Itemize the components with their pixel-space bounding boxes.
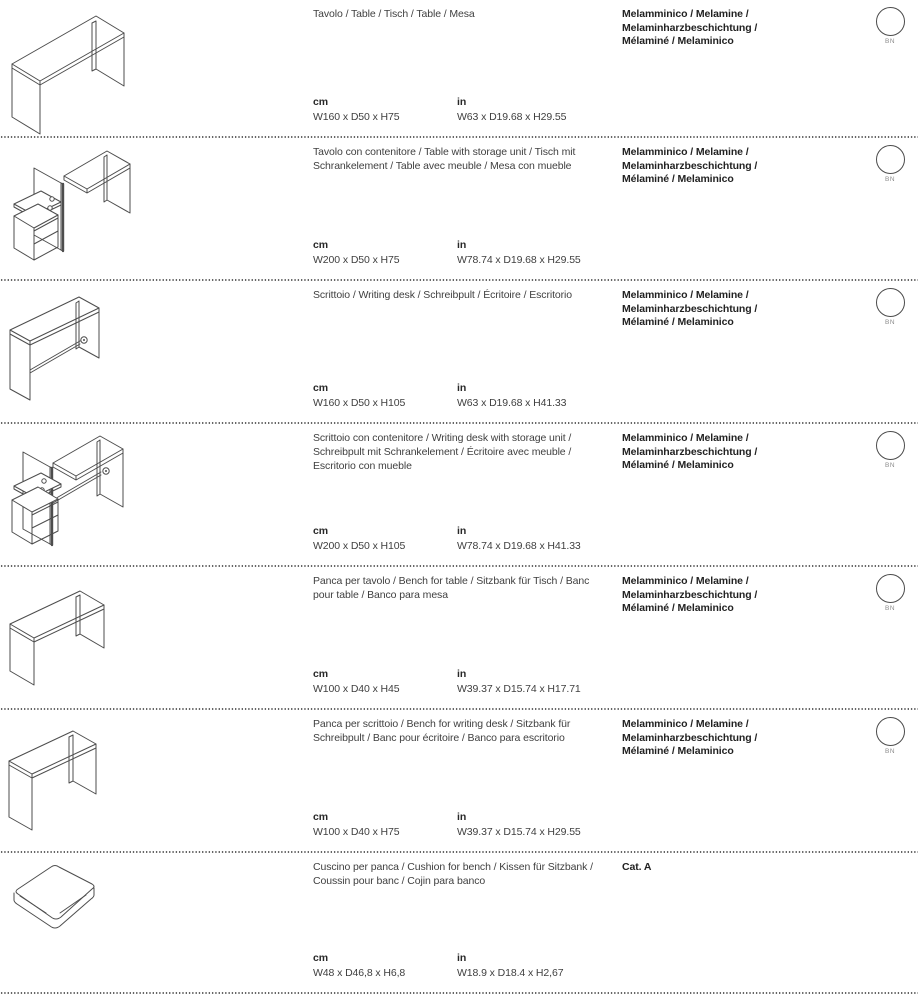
dimensions-in	[457, 811, 581, 838]
cm-label: cm	[313, 525, 328, 537]
finish-code: BN	[884, 319, 896, 326]
cm-label: cm	[313, 811, 328, 823]
dimensions-cm	[313, 239, 400, 266]
dimensions-in	[457, 668, 581, 695]
cm-value: W160 x D50 x H105	[313, 397, 406, 409]
in-value: W78.74 x D19.68 x H29.55	[457, 254, 581, 266]
dimensions-cm	[313, 668, 400, 695]
material-label: Melamminico / Melamine / Melaminharzbeschichtung / Mélaminé / Melaminico	[622, 289, 758, 329]
in-label: in	[457, 952, 467, 964]
material-label: Melamminico / Melamine / Melaminharzbeschichtung / Mélaminé / Melaminico	[622, 432, 758, 472]
material-label: Melamminico / Melamine / Melaminharzbeschichtung / Mélaminé / Melaminico	[622, 8, 758, 48]
product-row	[0, 424, 918, 567]
in-label: in	[457, 668, 467, 680]
bench-drawing	[0, 567, 300, 707]
dimensions-cm	[313, 952, 405, 979]
in-value: W18.9 x D18.4 x H2,67	[457, 967, 564, 979]
finish-badge	[874, 431, 906, 469]
material-label: Melamminico / Melamine / Melaminharzbeschichtung / Mélaminé / Melaminico	[622, 575, 758, 615]
product-row	[0, 710, 918, 853]
writing-desk-with-storage-drawing	[0, 424, 300, 564]
finish-circle-icon	[876, 288, 905, 317]
dimensions-in	[457, 952, 563, 979]
cm-label: cm	[313, 668, 328, 680]
dimensions-in	[457, 525, 581, 552]
finish-badge	[874, 7, 906, 45]
material-label: Melamminico / Melamine / Melaminharzbeschichtung / Mélaminé / Melaminico	[622, 718, 758, 758]
product-row	[0, 0, 918, 138]
cm-value: W100 x D40 x H45	[313, 683, 400, 695]
material-label: Cat. A	[622, 861, 652, 873]
finish-badge	[874, 574, 906, 612]
product-name: Tavolo / Table / Tisch / Table / Mesa	[313, 8, 475, 20]
high-bench-drawing	[0, 710, 300, 850]
finish-circle-icon	[876, 7, 905, 36]
cm-value: W160 x D50 x H75	[313, 111, 400, 123]
finish-code: BN	[884, 176, 896, 183]
finish-code: BN	[884, 605, 896, 612]
in-value: W39.37 x D15.74 x H29.55	[457, 826, 581, 838]
finish-circle-icon	[876, 431, 905, 460]
product-name: Tavolo con contenitore / Table with storage unit / Tisch mit Schrankelement / Table avec meuble / Mesa con mueble	[313, 146, 576, 172]
product-row	[0, 281, 918, 424]
cm-value: W48 x D46,8 x H6,8	[313, 967, 406, 979]
dimensions-in	[457, 382, 566, 409]
finish-code: BN	[884, 38, 896, 45]
in-label: in	[457, 239, 467, 251]
in-label: in	[457, 525, 467, 537]
cushion-drawing	[0, 853, 300, 993]
in-label: in	[457, 811, 467, 823]
dimensions-cm	[313, 811, 400, 838]
in-label: in	[457, 96, 467, 108]
finish-code: BN	[884, 748, 896, 755]
finish-circle-icon	[876, 574, 905, 603]
cm-value: W200 x D50 x H105	[313, 540, 406, 552]
dimensions-cm	[313, 525, 405, 552]
in-label: in	[457, 382, 467, 394]
dimensions-in	[457, 96, 566, 123]
finish-badge	[874, 288, 906, 326]
cm-label: cm	[313, 382, 328, 394]
dimensions-cm	[313, 96, 400, 123]
product-name: Scrittoio con contenitore / Writing desk with storage unit / Schreibpult mit Schrankelement / Écritoire avec meuble / Escritorio con mueble	[313, 432, 572, 472]
cm-value: W100 x D40 x H75	[313, 826, 400, 838]
product-row	[0, 138, 918, 281]
writing-desk-drawing	[0, 281, 300, 421]
cm-label: cm	[313, 96, 328, 108]
cm-label: cm	[313, 952, 328, 964]
finish-badge	[874, 145, 906, 183]
finish-badge	[874, 717, 906, 755]
product-row	[0, 853, 918, 994]
product-row	[0, 567, 918, 710]
cm-value: W200 x D50 x H75	[313, 254, 400, 266]
product-name: Panca per tavolo / Bench for table / Sitzbank für Tisch / Banc pour table / Banco para mesa	[313, 575, 590, 601]
table-drawing	[0, 0, 300, 140]
material-label: Melamminico / Melamine / Melaminharzbeschichtung / Mélaminé / Melaminico	[622, 146, 758, 186]
in-value: W39.37 x D15.74 x H17.71	[457, 683, 581, 695]
dimensions-in	[457, 239, 581, 266]
table-with-storage-drawing	[0, 138, 300, 278]
finish-code: BN	[884, 462, 896, 469]
in-value: W63 x D19.68 x H29.55	[457, 111, 567, 123]
finish-circle-icon	[876, 717, 905, 746]
in-value: W78.74 x D19.68 x H41.33	[457, 540, 581, 552]
finish-circle-icon	[876, 145, 905, 174]
product-name: Panca per scrittoio / Bench for writing desk / Sitzbank für Schreibpult / Banc pour écritoire / Banco para escritorio	[313, 718, 571, 744]
product-name: Cuscino per panca / Cushion for bench / Kissen für Sitzbank / Coussin pour banc / Cojin para banco	[313, 861, 593, 887]
cm-label: cm	[313, 239, 328, 251]
in-value: W63 x D19.68 x H41.33	[457, 397, 567, 409]
dimensions-cm	[313, 382, 405, 409]
product-name: Scrittoio / Writing desk / Schreibpult / Écritoire / Escritorio	[313, 289, 573, 301]
